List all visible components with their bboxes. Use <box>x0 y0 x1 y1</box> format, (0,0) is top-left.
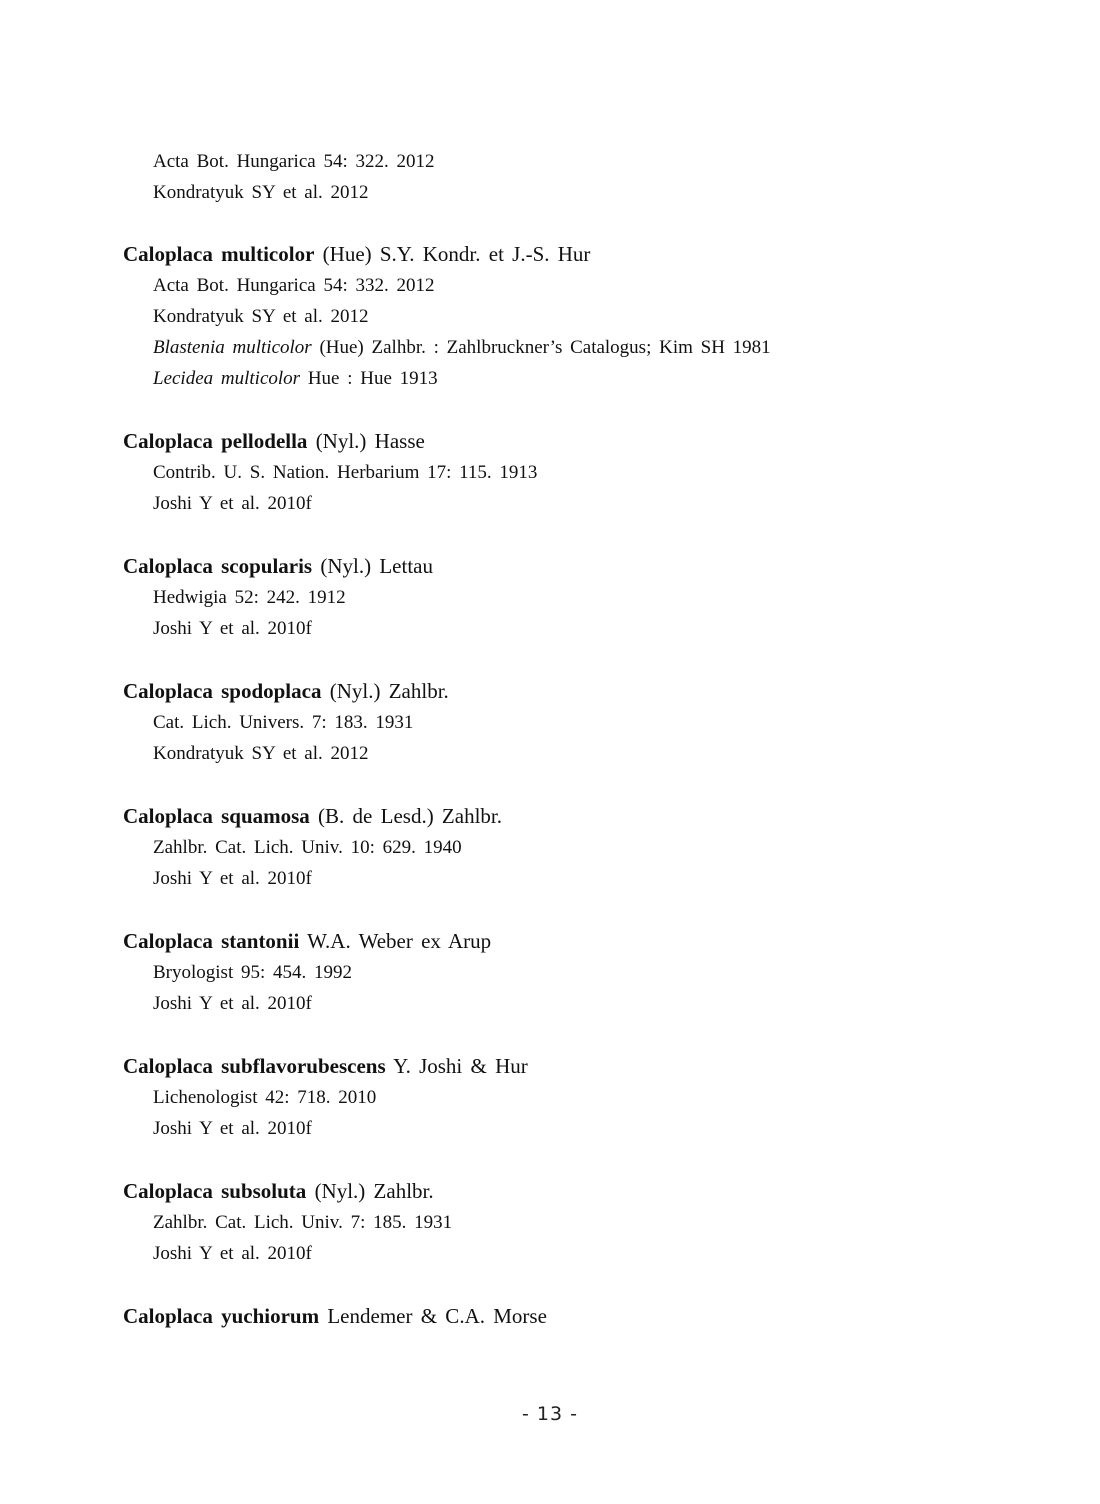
species-heading <box>123 551 1023 582</box>
species-heading <box>123 676 1023 707</box>
species-entry <box>123 676 1023 769</box>
species-epithet: scopularis <box>221 554 313 578</box>
record-line: Kondratyuk SY et al. 2012 <box>153 306 369 327</box>
record-line: Kondratyuk SY et al. 2012 <box>153 743 369 764</box>
species-epithet: pellodella <box>221 429 308 453</box>
species-list <box>123 239 1023 1332</box>
species-heading <box>123 1176 1023 1207</box>
genus-name: Caloplaca <box>123 1304 213 1328</box>
record-line: Joshi Y et al. 2010f <box>153 493 312 514</box>
author-citation: (Nyl.) Hasse <box>315 429 425 453</box>
species-epithet: multicolor <box>221 242 315 266</box>
author-citation: W.A. Weber ex Arup <box>307 929 492 953</box>
record-line: Kondratyuk SY et al. 2012 <box>153 182 369 203</box>
synonym-detail: (Hue) Zalhbr. : Zahlbruckner’s Catalogus; Kim SH 1981 <box>311 337 771 358</box>
record-line: Joshi Y et al. 2010f <box>153 993 312 1014</box>
page-number: - 13 - <box>522 1403 578 1425</box>
species-epithet: stantonii <box>221 929 300 953</box>
species-heading <box>123 426 1023 457</box>
species-epithet: spodoplaca <box>221 679 322 703</box>
citation-line: Zahlbr. Cat. Lich. Univ. 7: 185. 1931 <box>153 1212 453 1233</box>
genus-name: Caloplaca <box>123 1054 213 1078</box>
record-line: Joshi Y et al. 2010f <box>153 868 312 889</box>
author-citation: (Nyl.) Zahlbr. <box>329 679 449 703</box>
citation-line: Contrib. U. S. Nation. Herbarium 17: 115. 1913 <box>153 462 538 483</box>
species-entry <box>123 239 1023 394</box>
synonym-name: Lecidea multicolor <box>153 368 301 389</box>
species-entry <box>123 1176 1023 1269</box>
author-citation: Y. Joshi & Hur <box>393 1054 528 1078</box>
genus-name: Caloplaca <box>123 1179 213 1203</box>
genus-name: Caloplaca <box>123 929 213 953</box>
species-heading <box>123 1051 1023 1082</box>
species-entry <box>123 926 1023 1019</box>
species-entry <box>123 801 1023 894</box>
genus-name: Caloplaca <box>123 554 213 578</box>
species-epithet: yuchiorum <box>221 1304 320 1328</box>
author-citation: Lendemer & C.A. Morse <box>327 1304 547 1328</box>
species-entry <box>123 1301 1023 1332</box>
synonym-detail: Hue : Hue 1913 <box>300 368 438 389</box>
citation-line: Bryologist 95: 454. 1992 <box>153 962 353 983</box>
species-epithet: subflavorubescens <box>221 1054 386 1078</box>
author-citation: (Nyl.) Zahlbr. <box>314 1179 434 1203</box>
record-line: Joshi Y et al. 2010f <box>153 618 312 639</box>
record-line: Joshi Y et al. 2010f <box>153 1118 312 1139</box>
citation-line: Hedwigia 52: 242. 1912 <box>153 587 346 608</box>
genus-name: Caloplaca <box>123 804 213 828</box>
genus-name: Caloplaca <box>123 679 213 703</box>
genus-name: Caloplaca <box>123 429 213 453</box>
author-citation: (B. de Lesd.) Zahlbr. <box>318 804 502 828</box>
species-entry <box>123 426 1023 519</box>
citation-line: Acta Bot. Hungarica 54: 322. 2012 <box>153 151 435 172</box>
synonym-name: Blastenia multicolor <box>153 337 312 358</box>
species-heading <box>123 1301 1023 1332</box>
citation-line: Cat. Lich. Univers. 7: 183. 1931 <box>153 712 414 733</box>
synonym-line <box>123 332 1023 363</box>
species-epithet: squamosa <box>221 804 310 828</box>
species-heading <box>123 239 1023 270</box>
species-heading <box>123 926 1023 957</box>
citation-line: Zahlbr. Cat. Lich. Univ. 10: 629. 1940 <box>153 837 462 858</box>
species-entry <box>123 551 1023 644</box>
author-citation: (Nyl.) Lettau <box>320 554 433 578</box>
synonym-line <box>123 363 1023 394</box>
species-entry <box>123 1051 1023 1144</box>
continued-entry <box>153 146 434 208</box>
author-citation: (Hue) S.Y. Kondr. et J.-S. Hur <box>322 242 591 266</box>
citation-line: Acta Bot. Hungarica 54: 332. 2012 <box>153 275 435 296</box>
genus-name: Caloplaca <box>123 242 213 266</box>
species-epithet: subsoluta <box>221 1179 307 1203</box>
species-heading <box>123 801 1023 832</box>
record-line: Joshi Y et al. 2010f <box>153 1243 312 1264</box>
citation-line: Lichenologist 42: 718. 2010 <box>153 1087 377 1108</box>
